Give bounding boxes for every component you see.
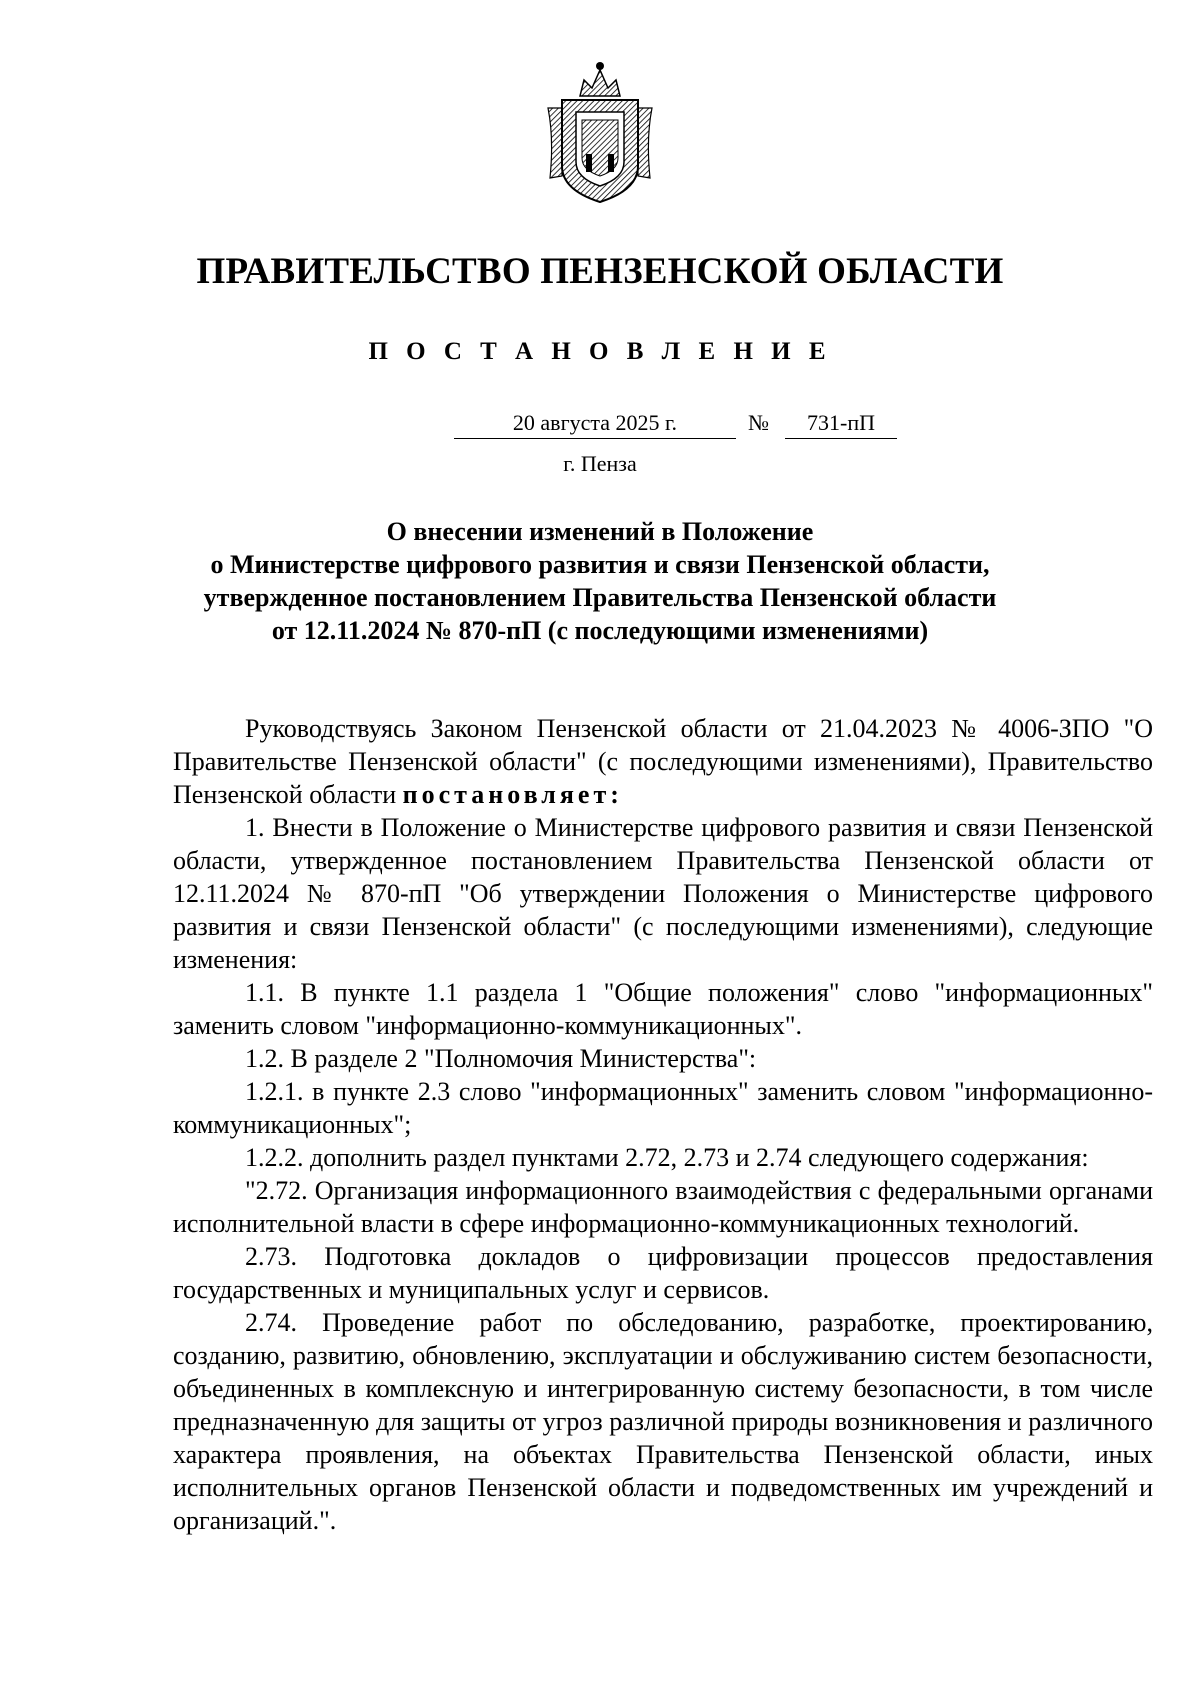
number-sign: № xyxy=(748,410,769,435)
document-subject xyxy=(0,515,1200,647)
document-date: 20 августа 2025 г. xyxy=(454,410,736,439)
paragraph-item-2-74: 2.74. Проведение работ по обследованию, разработке, проектированию, созданию, развитию, обновлению, эксплуатации и обслуживанию систем безопасности, объединенных в комплексную и интегрированную систему безопасности, в том числе предназначенную для защиты от угроз различной природы возникновения и различного характера проявления, на объектах Правительства Пензенской области, иных исполнительных органов Пензенской области и подведомственных им учреждений и организаций.". xyxy=(173,1308,1153,1535)
paragraph-item-1-2-2: 1.2.2. дополнить раздел пунктами 2.72, 2.73 и 2.74 следующего содержания: xyxy=(245,1143,1089,1172)
paragraph-preamble xyxy=(173,712,1153,811)
paragraph-item-1-2-1: 1.2.1. в пункте 2.3 слово "информационных" заменить словом "информационно-коммуникационных"; xyxy=(173,1077,1153,1139)
document-type: П О С Т А Н О В Л Е Н И Е xyxy=(368,338,832,365)
paragraph-item-2-72: "2.72. Организация информационного взаимодействия с федеральными органами исполнительной власти в сфере информационно-коммуникационных технологий. xyxy=(173,1176,1153,1238)
subject-line: о Министерстве цифрового развития и связи Пензенской области, xyxy=(210,550,990,579)
preamble-text: Руководствуясь Законом Пензенской области от 21.04.2023 № 4006-ЗПО "О Правительстве Пензенской области" (с последующими изменениями), Правительство Пензенской области xyxy=(173,714,1153,809)
government-title: ПРАВИТЕЛЬСТВО ПЕНЗЕНСКОЙ ОБЛАСТИ xyxy=(196,251,1004,292)
paragraph-item-2-73: 2.73. Подготовка докладов о цифровизации процессов предоставления государственных и муниципальных услуг и сервисов. xyxy=(173,1242,1153,1304)
penza-coat-of-arms-icon xyxy=(540,58,660,206)
paragraph-item-1: 1. Внести в Положение о Министерстве цифрового развития и связи Пензенской области, утвержденное постановлением Правительства Пензенской области от 12.11.2024 № 870-пП "Об утверждении Положения о Министерстве цифрового развития и связи Пензенской области" (с последующими изменениями), следующие изменения: xyxy=(173,813,1153,974)
resolves-emphasis: постановляет: xyxy=(402,780,623,809)
document-city: г. Пенза xyxy=(563,451,637,476)
subject-line: утвержденное постановлением Правительства Пензенской области xyxy=(203,583,997,612)
document-number: 731-пП xyxy=(785,410,897,439)
document-body xyxy=(173,712,1153,1537)
paragraph-item-1-1: 1.1. В пункте 1.1 раздела 1 "Общие положения" слово "информационных" заменить словом "информационно-коммуникационных". xyxy=(173,978,1153,1040)
paragraph-item-1-2: 1.2. В разделе 2 "Полномочия Министерства": xyxy=(245,1044,757,1073)
subject-line: от 12.11.2024 № 870-пП (с последующими изменениями) xyxy=(271,616,929,645)
subject-line: О внесении изменений в Положение xyxy=(386,517,814,546)
